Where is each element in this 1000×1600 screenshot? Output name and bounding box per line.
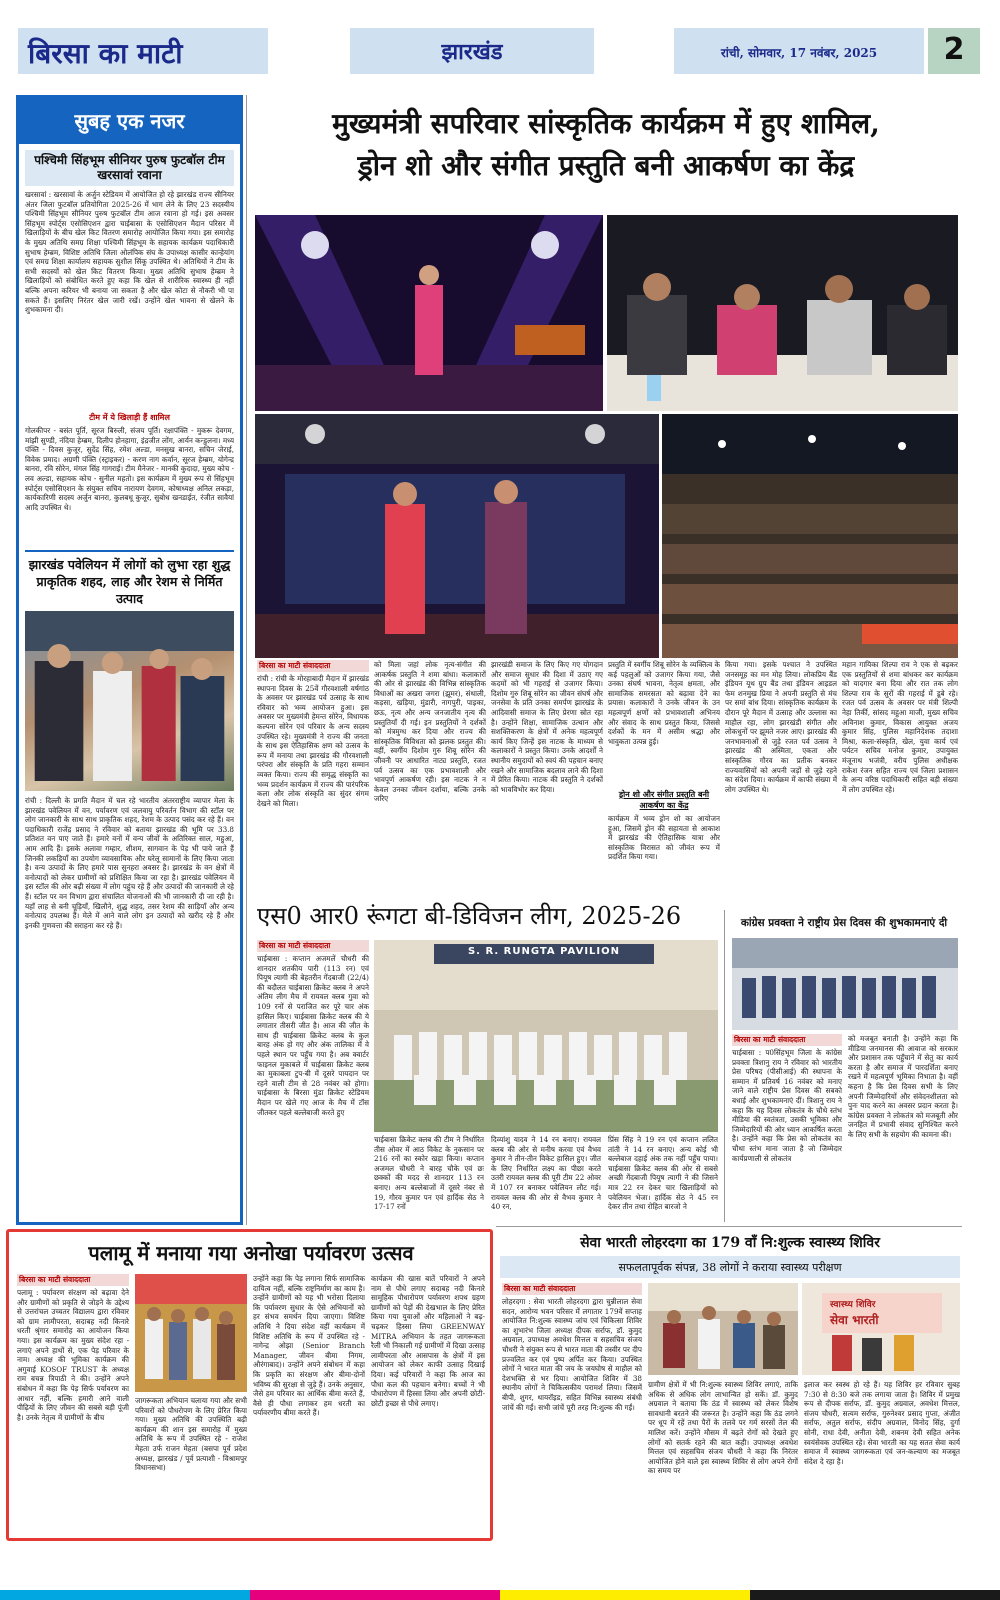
health-col-2: ग्रामीण क्षेत्रों में भी नि:शुल्क स्वास्थ्य शिविर लगाएं, ताकि अधिक से अधिक लोग लाभान्वित हो सकें। डॉ. कुमुद अग्रवाल ने बताया कि ठंड में स्वास्थ्य को लेकर विशेष सावधानी बरतने की जरूरत है। उन्होंने कहा कि ठंड लगने पर धूप में रहें तथा पैरों के तलवे पर गर्म सरसों तेल की मालिश करें। उन्होंने मौसम में बढ़ते रोगों को देखते हुए लोगों को सतर्क रहने की बात कही। उपाध्यक्ष अवधेश मित्तल एवं सहसचिव संजय चौधरी ने कहा कि निरंतर आयोजित होने वाले इस स्वास्थ्य शिविर से लोग अपने रोगों का समय पर	[648, 1380, 798, 1476]
cricket-headline: एस0 आर0 रूंगटा बी-डिविजन लीग, 2025-26	[257, 902, 682, 930]
congress-col-2: को मजबूत बनाती है। उन्होंने कहा कि मीडिया जनमानस की आवाज को सरकार और प्रशासन तक पहुँचाने में सेतु का कार्य करता है और समाज में पारदर्शिता बनाए रखने में महत्वपूर्ण भूमिका निभाता है। वहीं कहना है कि प्रेस दिवस सभी के लिए अपनी जिम्मेदारियों और संवेदनशीलता को पुनः याद करने का अवसर प्रदान करता है। कांग्रेस प्रवक्ता ने लोकतंत्र को मजबूती और जनहित में प्रभावी संवाद सुनिश्चित करने के लिए सभी के सहयोग की कामना की।	[848, 1034, 958, 1139]
congress-col-1-text: चाईबासा : प0सिंहभूम जिला के कांग्रेस प्रवक्ता त्रिशानु राय ने रविवार को भारतीय प्रेस परिषद (पीसीआई) की स्थापना के सम्मान में प्रतिवर्ष 16 नवंबर को मनाए जाने वाले राष्ट्रीय प्रेस दिवस की सबको बधाई और शुभकामनाएं दीं। त्रिशानु राय ने कहा कि यह दिवस लोकतंत्र के चौथे स्तंभ मीडिया की स्वतंत्रता, उसकी भूमिका और जिम्मेदारियों की ओर ध्यान आकर्षित करता है। उन्होंने कहा कि प्रेस को लोकतंत्र का चौथा स्तंभ माना जाता है जो जिम्मेदार कार्यप्रणाली से लोकतंत्र	[732, 1048, 842, 1163]
health-byline: बिरसा का माटी संवाददाता	[502, 1283, 642, 1295]
registration-black	[750, 1590, 1000, 1600]
pavilion-sign: S. R. RUNGTA PAVILION	[467, 946, 621, 957]
cm-audience-photo	[607, 215, 958, 411]
cricket-col-4: प्रिंस सिंह ने 19 रन एवं कप्तान ललित तांती ने 14 रन बनाए। अन्य कोई भी बल्लेबाज दहाई अंक तक नहीं पहुँच पाया। चाईबासा क्रिकेट क्लब की ओर से सबसे अच्छी गेंदबाजी पियूष त्यागी ने की जिसने मात्र 22 रन देकर चार खिलाड़ियों को पवेलियन भेजा। हार्दिक सेठ ने 45 रन देकर तीन तथा रोहित बारजो ने	[608, 1135, 718, 1212]
masthead-section-box	[350, 28, 594, 74]
cm-audience-art	[607, 215, 958, 411]
sidebar-heading-bar	[19, 98, 240, 144]
sidebar-story-2-headline: झारखंड पवेलियन में लोगों को लुभा रहा शुद्ध प्राकृतिक शहद, लाह और रेशम से निर्मित उत्पाद	[25, 550, 234, 607]
sidebar-column	[16, 95, 243, 1225]
lead-col-4-text-b: कार्यक्रम में भव्य ड्रोन शो का आयोजन हुआ, जिसमें ड्रोन की सहायता से आकाश में झारखंड की ऐतिहासिक यात्रा और सांस्कृतिक विरासत को जीवंत रूप में प्रदर्शित किया गया।	[608, 814, 720, 862]
congress-headline: कांग्रेस प्रवक्ता ने राष्ट्रीय प्रेस दिवस की शुभकामनाएं दी	[740, 917, 948, 929]
masthead-title-box	[18, 28, 268, 74]
palamu-col-1	[17, 1274, 129, 1536]
cricket-col-2: चाईबासा क्रिकेट क्लब की टीम ने निर्धारित तीस ओवर में आठ विकेट के नुकसान पर 216 रनों का स्कोर खड़ा किया। कप्तान अजमल चौधरी ने बारह चौके एवं छः छक्कों की मदद से शानदार 113 रन बनाए। अन्य बल्लेबाजों में दूसरे नंबर से 19, गौरव कुमार पन एवं हार्दिक सेठ ने 17-17 रनों	[374, 1135, 484, 1212]
cricket-col-3: दिव्यांशु यादव ने 14 रन बनाए। रायवल क्लब की ओर से मनीष करवा एवं वैभव कुमार ने तीन-तीन विकेट हासिल हुए। जीत के लिए निर्धारित लक्ष्य का पीछा करते उतरी रायवल क्लब की पूरी टीम 22 ओवर में 107 रन बनाकर पवेलियन लौट गई। रायवल क्लब की ओर से वैभव कुमार ने 40 रन,	[491, 1135, 601, 1212]
palamu-story-box	[6, 1229, 493, 1541]
health-banner-text-2: सेवा भारती	[830, 1313, 879, 1327]
concert-stage-art	[255, 215, 603, 411]
lead-col-1	[257, 660, 369, 905]
sidebar-story-2	[19, 546, 240, 1111]
lead-col-4	[608, 660, 720, 905]
cricket-col-1-text: चाईबासा : कप्तान अजमलें चौधरी की शानदार शतकीय पारी (113 रन) एवं पियूष त्यागी की बेहतरीन गेंदबाजी (22/4) की बदौलत चाईबासा क्रिकेट क्लब ने अपने अंतिम लीग मैच में रायवल क्लब गुवा को 109 रनों से पराजित कर पूरे चार अंक हासिल किए। चाईबासा क्रिकेट क्लब की ये लगातार तीसरी जीत है। आज की जीत के साथ ही चाईबासा क्रिकेट क्लब के कुल बारह अंक हो गए और अंक तालिका में वे पहले स्थान पर पहुँच गया है। अब क्वार्टर फाइनल मुकाबले में चाईबासा क्रिकेट क्लब का मुकाबला टुप-बी में दूसरे पायदान पर रहने वाली टीम से 28 नवंबर को होगा। चाईबासा के बिरसा मुंडा क्रिकेट स्टेडियम मैदान पर खेले गए आज के मैच में टॉस जीतकर पहले बल्लेबाजी करते हुए	[257, 954, 369, 1117]
lead-headline-line1: मुख्यमंत्री सपरिवार सांस्कृतिक कार्यक्रम में हुए शामिल,	[332, 107, 880, 140]
congress-col-1	[732, 1034, 842, 1220]
dateline: रांची, सोमवार, 17 नवंबर, 2025	[720, 46, 878, 60]
duet-singers-photo	[255, 414, 659, 658]
health-subheadline-bar	[500, 1256, 960, 1278]
registration-cyan	[0, 1590, 250, 1600]
lead-col-5: किया गया। इसके पश्चात ने उपस्थित जनसमूह का मन मोह लिया। लोकप्रिय बैंड इंडियन यूथ ग्रुप बैंड तथा इंडियन आइडल फेम शनमुख प्रिया ने अपनी प्रस्तुति से मंच पर समां बांध दिया। सांस्कृतिक कार्यक्रम के दौरान पूरे मैदान में उत्साह और उल्लास का माहौल रहा, लोग झारखंडी संगीत और लोकधुनों पर झूमते नजर आए। झारखंड की जनभावनाओं से जुड़े रजत पर्व उत्सव ने झारखंड की अस्मिता, एकता और सांस्कृतिक गौरव का प्रतीक बनकर राज्यवासियों को अपनी जड़ों से जुड़े रहने का संदेश दिया। कार्यक्रम में काफी संख्या में लोग उपस्थित थे।	[725, 660, 837, 794]
lead-col-4-text-a: प्रस्तुति में स्वर्गीय शिबू सोरेन के व्यक्तित्व के कई पहलुओं को उजागर किया गया, जैसे उनका संघर्ष भावना, नेतृत्व क्षमता, और सामाजिक समरसता को बढ़ावा देने का प्रयास। कलाकारों ने उनके जीवन के उन महत्वपूर्ण क्षणों को प्रभावशाली अभिनय और संवाद के साथ प्रस्तुत किया, जिससे दर्शकों के मन में असीम श्रद्धा और भावुकता उत्पन्न हुई।	[608, 660, 720, 746]
palamu-col-3: उन्होंने कहा कि पेड़ लगाना सिर्फ सामाजिक दायित्व नहीं, बल्कि राष्ट्रनिर्माण का काम है। उन्होंने ग्रामीणों को यह भी भरोसा दिलाया कि पर्यावरण सुधार के ऐसे अभियानों को हर संभव समर्थन दिया जाएगा। विशिष्ट अतिथि ने दिया संदेश वहीं कार्यक्रम में विशिष्ट अतिथि के रूप में उपस्थित रहे - नागेन्द्र ओझा (Senior Branch Manager, जीवन बीमा निगम, औरंगाबाद)। उन्होंने अपने संबोधन में कहा कि प्रकृति का संरक्षण और बीमा-दोनों भविष्य की सुरक्षा से जुड़े हैं। उनके अनुसार, जैसे हम परिवार का आर्थिक बीमा करते हैं, वैसे ही पौधा लगाकर हम धरती का पर्यावरणीय बीमा करते हैं।	[253, 1274, 365, 1418]
registration-magenta	[250, 1590, 500, 1600]
sidebar-story-1	[19, 144, 240, 546]
sidebar-story-1-headline: पश्चिमी सिंहभूम सीनियर पुरुष फुटबॉल टीम खरसावां रवाना	[25, 150, 234, 186]
health-headline: सेवा भारती लोहरदगा का 179 वाँ नि:शुल्क स्वास्थ्य शिविर	[580, 1235, 880, 1251]
cricket-byline: बिरसा का माटी संवाददाता	[257, 940, 369, 952]
paper-name: बिरसा का माटी	[28, 37, 183, 70]
cricket-team-photo	[374, 940, 718, 1132]
palamu-event-photo	[135, 1274, 247, 1392]
stall-photo-art	[25, 611, 234, 791]
cricket-col-1	[257, 940, 369, 1220]
masthead-date-box	[674, 28, 924, 74]
palamu-col-2: जागरूकता अभियान चलाया गया और सभी परिवारों को पौधरोपण के लिए प्रेरित किया गया। मुख्य अतिथि की उपस्थिति बढ़ी कार्यक्रम की शान इस समारोह में मुख्य अतिथि के रूप में उपस्थित रहे - राजेश मेहता उर्फ राजन मेहता (बसपा पूर्व प्रदेश अध्यक्ष, झारखंड / पूर्व प्रत्याशी - विश्रामपुर विधानसभा)	[135, 1396, 247, 1473]
health-camp-photo-1	[648, 1283, 798, 1375]
health-camp-art-1	[648, 1283, 798, 1375]
health-banner-text: स्वास्थ्य शिविर	[830, 1300, 876, 1310]
lead-byline: बिरसा का माटी संवाददाता	[257, 660, 369, 672]
lead-col-6: महान गायिका शिल्पा राव ने एक से बढ़कर एक प्रस्तुतियों से शमा बांधकर कर कार्यक्रम को यादगार बना दिया और रात तक लोग शिल्पा राव के सुरों की गहराई में डूबे रहे। रजत पर्व उत्सव के अवसर पर मंत्री शिल्पी नेहा तिर्की, सांसद महुआ माजी, मुख्य सचिव अविनाश कुमार, विकास आयुक्त अजय कुमार सिंह, पुलिस महानिदेशक तदाशा मिश्रा, कला-संस्कृति, खेल, युवा कार्य एवं पर्यटन सचिव मनोज कुमार, उपायुक्त मंजूनाथ भजंत्री, वरीय पुलिस अधीक्षक राकेश रंजन सहित राज्य एवं जिला प्रशासन के अन्य वरिष्ठ पदाधिकारी सहित बड़ी संख्या में लोग उपस्थित रहे।	[842, 660, 958, 794]
congress-byline: बिरसा का माटी संवाददाता	[732, 1034, 842, 1046]
concert-stage-photo	[255, 215, 603, 411]
crowd-photo	[662, 414, 958, 658]
lead-headline-line2: ड्रोन शो और संगीत प्रस्तुति बनी आकर्षण का केंद्र	[357, 149, 855, 182]
sidebar-story-2-body: रांची : दिल्ली के प्रगति मैदान में चल रहे भारतीय अंतरराष्ट्रीय व्यापार मेला के झारखंड पवेलियन में वन, पर्यावरण एवं जलवायु परिवर्तन विभाग की स्टॉल पर लोग जानकारी के साथ साथ प्राकृतिक शहद, रेशम के उत्पाद पसंद कर रहे हैं। वन पदाधिकारी राजेंद्र प्रसाद ने रविवार को बताया झारखंड की भूमि पर 33.8 प्रतिशत वन पाए जाते हैं। हमारे वनों में वन्य जीवों के अतिरिक्त साल, महुआ, आम आदि हैं। इसके अलावा गम्हार, शीशम, सागवान के पेड़ भी पाये जाते हैं जिनकी लकड़ियाँ का उपयोग व्यावसायिक और घरेलू सामानों के लिए किया जाता है। वन्य उत्पादों के लिए हमारे पास सुनहरा अवसर है। झारखंड के वन क्षेत्रों में वनोत्पादों को लेकर ग्रामीणों को प्रशिक्षित किया जा रहा है। झारखंड पवेलियन में इस स्टॉल की ओर बढ़ी संख्या में लोग पहुंच रहे हैं और उत्पादों की जानकारी ले रहे हैं। स्टॉल पर वन विभाग द्वारा संचालित योजनाओं की भी जानकारी दी जा रही है। यहाँ लाह से बनी चूड़ियाँ, खिलौने, शुद्ध शहद, तसर रेशम की साड़ियाँ और अन्य वनोत्पाद उपलब्ध हैं। मेले में आने वाले लोग इन उत्पादों को खरीद रहे हैं और इनकी गुणवत्ता की सराहना कर रहे हैं।	[25, 796, 234, 930]
rule-vertical-2	[724, 910, 725, 1222]
lead-col-4-subhead: ड्रोन शो और संगीत प्रस्तुति बनी आकर्षण का केंद्र	[618, 790, 710, 810]
lead-headline	[252, 103, 960, 199]
health-col-1	[502, 1283, 642, 1545]
palamu-byline: बिरसा का माटी संवाददाता	[17, 1274, 129, 1286]
lead-col-3: झारखंडी समाज के लिए किए गए योगदान और समाज सुधार की दिशा में उठाए गए कदमों को भी गहराई से उजागर किया। दिशोम गुरु शिबू सोरेन का जीवन संघर्ष और जनसेवा के प्रति उनका समर्पण झारखंड के आदिवासी समाज के लिए प्रेरणा स्रोत रहा है। उन्होंने शिक्षा, सामाजिक उत्थान और सशक्तिकरण के क्षेत्रों में अनेक महत्वपूर्ण कार्य किए जिन्हें इस नाटक के माध्यम से कलाकारों ने प्रस्तुत किया। उनके आदर्शों ने स्थानीय समुदायों को स्वयं की पहचान बनाए रखने और सामाजिक बदलाव लाने की दिशा में प्रेरित किया। नाटक की प्रस्तुति ने दर्शकों को भावविभोर कर दिया।	[491, 660, 603, 794]
section-name: झारखंड	[441, 39, 503, 65]
palamu-event-art	[135, 1274, 247, 1392]
lead-col-2: को मिला जहां लोक नृत्य-संगीत की आकर्षक प्रस्तुति ने शमा बांधा। कलाकारों की ओर से झारखंड की विभिन्न सांस्कृतिक विधाओं का अखरा जगरा (झूमर), संथाली, कड़सा, खड़िया, मुंडारी, नागपुरी, पाइका, छऊ, नृत्य और अन्य जनजातीय नृत्य की प्रस्तुतियाँ दी गई। इन प्रस्तुतियों ने दर्शकों को मंत्रमुग्ध कर दिया और राज्य की सांस्कृतिक विविधता को झलक प्रस्तुत की। वहीं, स्वर्गीय दिशोम गुरु शिबू सोरेन की जीवनी पर आधारित नाट्य प्रस्तुति, रजत पर्व उत्सव का एक प्रभावशाली और भावपूर्ण आकर्षण रही। इस नाटक ने न केवल उनका जीवन दर्शाया, बल्कि उनके जरिए	[374, 660, 486, 804]
pavilion-stall-photo	[25, 611, 234, 791]
palamu-col-1-text: पलामू : पर्यावरण संरक्षण को बढ़ावा देने और ग्रामीणों को प्रकृति से जोड़ने के उद्देश्य से उत्तरांचल उच्चतर विद्यालय द्वारा रविवार को ग्राम लामीपरता, सदाबह नदी किनारे धरती श्रृंगार समारोह का आयोजन किया गया। इस कार्यक्रम का मुख्य संदेश रहा - लगाएं अपने हाथों से, एक पेड़ परिवार के नाम। अध्यक्ष की भूमिका कार्यक्रम की अगुवाई KOSOF TRUST के अध्यक्ष राम बचन्न त्रिपाठी ने की। उन्होंने अपने संबोधन में कहा कि पेड़ सिर्फ पर्यावरण का आधार नहीं, बल्कि हमारी आने वाली पीढ़ियों के लिए जीवन की सबसे बड़ी पूंजी है। उनके नेतृत्व में ग्रामीणों के बीच	[17, 1288, 129, 1422]
masthead	[14, 8, 986, 78]
press-day-group-art	[732, 938, 958, 1030]
duet-singers-art	[255, 414, 659, 658]
rule-horizontal-1	[496, 1226, 962, 1227]
press-day-group-photo	[732, 938, 958, 1030]
crowd-art	[662, 414, 958, 658]
health-subheadline: सफलतापूर्वक संपन्न, 38 लोगों ने कराया स्वास्थ्य परीक्षण	[618, 1261, 842, 1274]
cricket-team-art	[374, 940, 718, 1132]
health-col-1-text: लोहरदगा : सेवा भारती लोहरदगा द्वारा चुन्नीलाल सेवा सदन, आरोग्य भवन परिसर में लगातार 179वें सप्ताह आयोजित नि:शुल्क स्वास्थ्य जांच एवं चिकित्सा शिविर का शुभारंभ जिला अध्यक्ष दीपक सर्राफ, डॉ. कुमुद अग्रवाल, उपाध्यक्ष अवधेश मित्तल व सहसचिव संजय चौधरी ने संयुक्त रूप से भारत माता की तस्वीर पर दीप प्रज्वलित कर एवं पुष्प अर्पित कर किया। उपस्थित लोगों ने भारत माता की जय के जयघोष से माहौल को देशभक्ति से भर दिया। आयोजित शिविर में 38 स्थानीय लोगों ने चिकित्सकीय परामर्श लिया। जिसमें बीपी, शुगर, थायरॉइड, सहित विभिन्न स्वास्थ्य संबंधी जांचें की गईं। सभी जांचें पूरी तरह नि:शुल्क की गईं।	[502, 1297, 642, 1412]
health-col-3: इलाज कर स्वस्थ हो रहे हैं। यह शिविर हर रविवार सुबह 7:30 से 8:30 बजे तक लगाया जाता है। शिविर में प्रमुख रूप से दीपक सर्राफ, डॉ. कुमुद अग्रवाल, अवधेश मित्तल, संजय चौधरी, सत्यम सर्राफ, गुरुनेश्वर प्रसाद गुप्ता, अंजीत सर्राफ, अतुल सर्राफ, संदीप अग्रवाल, विनोद सिंह, दुर्गा सोनी, राधा देवी, अनीता देवी, शबनम देवी सहित अनेक स्वयंसेवक उपस्थित रहे। सेवा भारती का यह सतत सेवा कार्य समाज में स्वास्थ्य जागरूकता एवं जन-कल्याण का मजबूत संदेश दे रहा है।	[804, 1380, 960, 1466]
sidebar-story-1-subhead: टीम में ये खिलाड़ी हैं शामिल	[89, 413, 170, 422]
registration-yellow	[500, 1590, 750, 1600]
page-number-box	[928, 28, 980, 74]
health-camp-photo-2	[802, 1283, 960, 1375]
health-camp-art-2	[802, 1283, 960, 1375]
sidebar-story-1-body: खरसावां : खरसावां के अर्जुन स्टेडियम में आयोजित हो रहे झारखंड राज्य सीनियर अंतर जिला फुटबॉल प्रतियोगिता 2025-26 में भाग लेने के लिए 23 सदस्यीय पश्चिमी सिंहभूम सीनियर पुरुष फुटबॉल टीम आज रवाना हो गई। इस अवसर सिंहभूम स्पोर्ट्स एसोसिएशन द्वारा चाईबासा के एसोसिएशन मैदान परिसर में खिलाड़ियों के बीच खेल किट वितरण समारोह आयोजित किया गया। इस समारोह के मुख्य अतिथि समग्र शिक्षा पश्चिमी सिंहभूम के सहायक कार्यक्रम पदाधिकारी सुभाष हेम्ब्रम, विशिष्ट अतिथि जिला ओलंपिक संघ के उपाध्यक्ष कासीर कान्हेयांग एवं समग्र शिक्षा कार्यालय सहायक सुशील सिंकू उपस्थित थे। अतिथियों ने टीम के सभी सदस्यों को खेल किट वितरण किया। मुख्य अतिथि सुभाष हेम्ब्रम ने खिलाड़ियों को संबोधित करते हुए कहा कि खेल से शारीरिक स्वास्थ्य ही नहीं बल्कि अपना करियर भी बनाया जा सकता है और खेल कोटा से नौकरी भी पा सकते हैं। इसलिए निरंतर खेल जारी रखें। उन्होंने खेल भावना से खेलने के शुभकामना दी।	[25, 190, 234, 315]
page-number: 2	[943, 32, 965, 67]
sidebar-heading: सुबह एक नजर	[74, 109, 185, 133]
lead-col-1-text: रांची : रांची के मोरहाबादी मैदान में झारखंड स्थापना दिवस के 25वें गौरवशाली वर्षगांठ के अवसर पर झारखंड पर्व उत्साह के साथ रविवार को भव्य आयोजन हुआ। इस अवसर पर मुख्यमंत्री हेमन्त सोरेन, विधायक कल्पना सोरेन एवं परिवार के अन्य सदस्य उपस्थित रहे। मुख्यमंत्री ने राज्य की जनता के साथ इस ऐतिहासिक क्षण को उत्सव के रूप में मनाया तथा झारखंड की गौरवशाली परंपरा और संस्कृति के प्रति गहरा सम्मान व्यक्त किया। राज्य की समृद्ध संस्कृति का भव्य प्रदर्शन कार्यक्रम में राज्य की पारंपरिक कला और लोक संस्कृति का सुंदर संगम देखने को मिला।	[257, 674, 369, 808]
sidebar-story-1-body2: गोलकीपर - बसंत पूर्ति, सूरज बिरुली, संजय पूर्ति। रक्षापंक्ति - मुकरू देवगम, मांझी सुण्डी, नंदिया हेम्ब्रम, दिलीप होनहागा, इंद्रजीत लोंग, आर्यन कन्डुलना। मध्य पंक्ति - दिवस कुजूर, सुदेंद्र सिंह, रमेश अल्डा, मनसुख बानरा, सचिन जेराई, विवेक प्रमाद। अग्रणी पंक्ति (स्ट्राइकर) - करण नाग कर्वान, सूरज हेम्ब्रम, योगेन्द्र बानरा, रवि सोरेन, मंगल सिंह गागराई। टीम मैनेजर - मानकी कुदादा, मुख्य कोच - लव अल्डा, सहायक कोच - सुनील महतो। इस कार्यक्रम में मुख्य रूप से सिंहभूम स्पोर्ट्स एसोसिएशन के संयुक्त सचिव नारायण देवगम, कोषाध्यक्ष अनिल लकड़ा, कार्यकारिणी सदस्य अर्जुन बानरा, कुलबधू कुजूर, सुबोध खनडाईत, रंजीत सावैयां आदि उपस्थित थे।	[25, 426, 234, 512]
palamu-headline: पलामू में मनाया गया अनोखा पर्यावरण उत्सव	[88, 1241, 414, 1265]
palamu-col-4: कार्यक्रम की खास बातें परिवारों ने अपने नाम से पौधे लगाए सदाबह नदी किनारे सामूहिक पौधारोपण पर्यावरण शपथ ग्रहण ग्रामीणों को पेड़ों की देखभाल के लिए प्रेरित किया गया युवाओं और महिलाओं ने बढ़-चढ़कर हिस्सा लिया GREENWAY MITRA अभियान के तहत जागरूकता रैली भी निकाली गई ग्रामीणों में दिखा उत्साह लामीपरता और आसपास के क्षेत्रों में इस आयोजन को लेकर काफी उत्साह दिखाई दिया। कई परिवारों ने कहा कि आज का पौधा कल की पहचान बनेगा। बच्चों ने भी पौधारोपण में हिस्सा लिया और अपनी छोटी-छोटी इच्छा से पौधे लगाए।	[371, 1274, 485, 1408]
rule-vertical-1	[246, 95, 247, 1225]
